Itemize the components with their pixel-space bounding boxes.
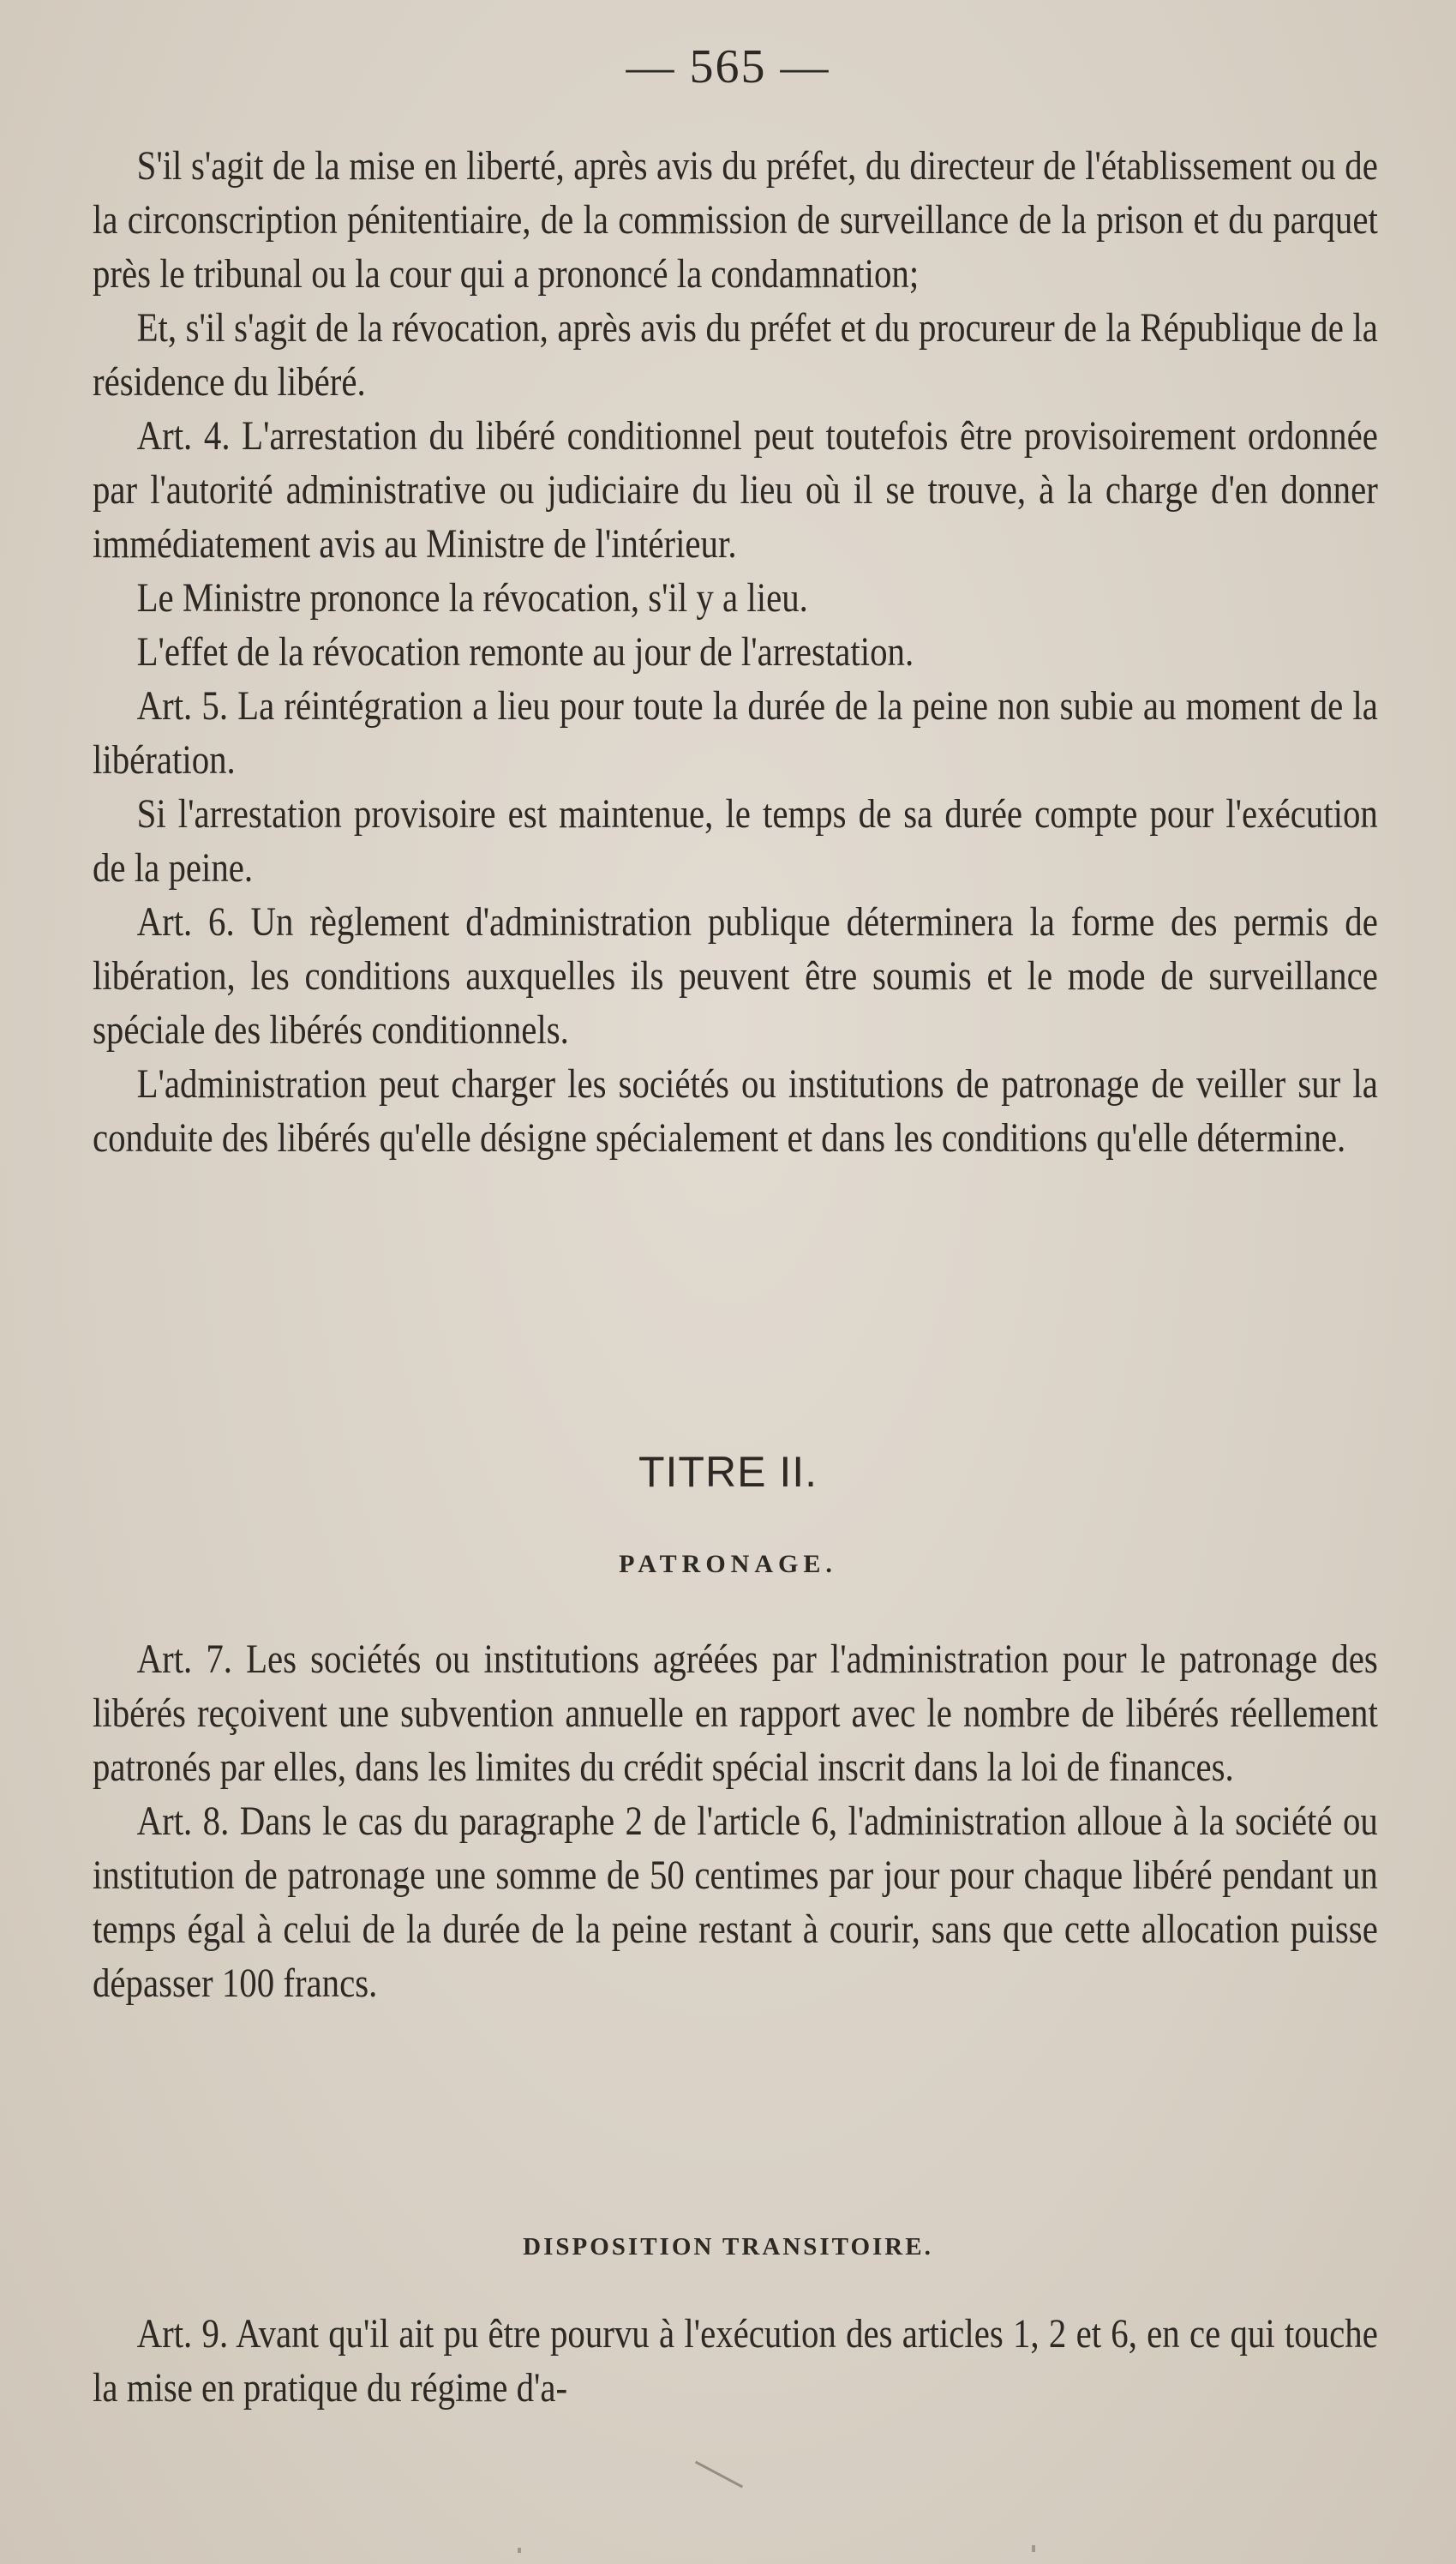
paragraph-art-6: Art. 6. Un règlement d'administration publique déterminera la forme des permis de libération, les conditions auxquelles ils peuvent être soumis et le mode de surveillance spéciale des libérés conditionnels. bbox=[93, 900, 1378, 1053]
titre-heading: TITRE II. bbox=[638, 1448, 818, 1496]
paragraph-art-5: Art. 5. La réintégration a lieu pour toute la durée de la peine non subie au moment de la libération. bbox=[93, 684, 1378, 783]
paragraph-arrestation-provisoire: Si l'arrestation provisoire est maintenue, le temps de sa durée compte pour l'exécution de la peine. bbox=[93, 792, 1378, 891]
paragraph-ministre-prononce: Le Ministre prononce la révocation, s'il y a lieu. bbox=[136, 576, 808, 621]
paragraph-mise-en-liberte: S'il s'agit de la mise en liberté, après avis du préfet, du directeur de l'établissement ou de la circonscription pénitentiaire, de la commission de surveillance de la prison et du parquet près le tribunal ou la cour qui a prononcé la condamnation; bbox=[93, 144, 1378, 297]
paragraph-art-8: Art. 8. Dans le cas du paragraphe 2 de l'article 6, l'administration alloue à la société ou institution de patronage une somme de 50 centimes par jour pour chaque libéré pendant un temps égal à celui de la durée de la peine restant à courir, sans que cette allocation puisse dépasser 100 francs. bbox=[93, 1799, 1378, 2006]
paragraph-revocation-avis: Et, s'il s'agit de la révocation, après avis du préfet et du procureur de la République de la résidence du libéré. bbox=[93, 306, 1378, 405]
patronage-heading: PATRONAGE. bbox=[619, 1550, 837, 1578]
section-2-text bbox=[93, 1633, 1378, 2011]
page-number: — 565 — bbox=[626, 40, 830, 93]
paragraph-art-7: Art. 7. Les sociétés ou institutions agréées par l'administration pour le patronage des libérés reçoivent une subvention annuelle en rapport avec le nombre de libérés réellement patronés par elles, dans les limites du crédit spécial inscrit dans la loi de finances. bbox=[93, 1637, 1378, 1790]
section-1-text bbox=[93, 140, 1378, 1166]
section-3-text bbox=[93, 2308, 1378, 2416]
paragraph-administration-patronage: L'administration peut charger les sociétés ou institutions de patronage de veiller sur la conduite des libérés qu'elle désigne spécialement et dans les conditions qu'elle détermine. bbox=[93, 1062, 1378, 1161]
ink-smudge bbox=[695, 2461, 743, 2489]
ink-dot bbox=[518, 2548, 521, 2553]
paragraph-art-4: Art. 4. L'arrestation du libéré conditionnel peut toutefois être provisoirement ordonnée par l'autorité administrative ou judiciaire du lieu où il se trouve, à la charge d'en donner immédiatement avis au Ministre de l'intérieur. bbox=[93, 414, 1378, 567]
ink-dot bbox=[1032, 2545, 1035, 2552]
disposition-transitoire-heading: DISPOSITION TRANSITOIRE. bbox=[523, 2233, 933, 2261]
paragraph-effet-revocation: L'effet de la révocation remonte au jour de l'arrestation. bbox=[136, 630, 914, 675]
paragraph-art-9: Art. 9. Avant qu'il ait pu être pourvu à l'exécution des articles 1, 2 et 6, en ce qui touche la mise en pratique du régime d'a- bbox=[93, 2312, 1378, 2411]
